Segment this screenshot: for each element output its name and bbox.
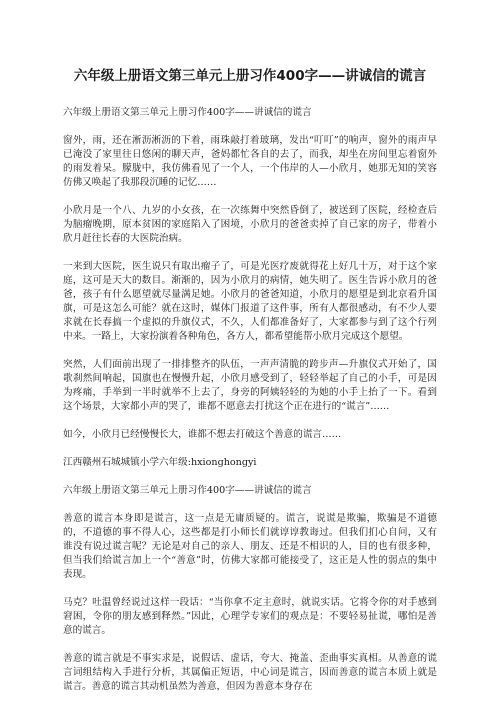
- body-paragraph: 如今，小欣月已经慢慢长大，谁都不想去打破这个善意的谎言……: [63, 429, 342, 440]
- body-paragraph: 突然，人们面前出现了一排排整齐的队伍，一声声清脆的跨步声—升旗仪式开始了，国歌刹然间响起，国旗也在慢慢升起，小欣月感受到了，轻轻举起了自己的小手，可是因为疼痛，手举到一半时就举不上去了，身旁的阿姨轻轻的为她的小手上抬了一下。看到这个场景，大家都小声的哭了，谁都不愿意去打扰这个正在进行的“谎言”……: [63, 359, 437, 412]
- document-title: 六年级上册语文第三单元上册习作400字——讲诚信的谎言: [73, 68, 427, 84]
- subtitle-paragraph: 六年级上册语文第三单元上册习作400字——讲诚信的谎言: [63, 107, 312, 118]
- body-paragraph: 马克？吐温曾经说过这样一段话：“当你拿不定主意时，就说实话。它将令你的对手感到窘困，令你的朋友感到释然。”因此，心理学专家们的观点是：不要轻易扯谎，哪怕是善意的谎言。: [63, 597, 437, 636]
- body-paragraph: 善意的谎言本身即是谎言，这一点是无庸质疑的。谎言，说谎是欺骗，欺骗是不道德的，不道德的事不得人心，这些都是打小师长们就谆谆教诲过。但我们扪心自问，又有谁没有说过谎言呢？无论是对自己的亲人、朋友、还是不相识的人，目的也有很多种，但当我们给谎言加上一个“善意”时，仿佛大家都可能接受了，这正是人性的弱点的集中表现。: [63, 513, 437, 580]
- body-paragraph: 善意的谎言就是不事实求是，说假话、虚话，夸大、掩盖、歪曲事实真相。从善意的谎言词组结构入手进行分析，其属偏正短语，中心词是谎言，因而善意的谎言本质上就是谎言。善意的谎言其动机虽然为善意，但因为善意本身存在: [63, 653, 437, 692]
- body-paragraph: 小欣月是一个八、九岁的小女孩，在一次练舞中突然昏倒了，被送到了医院，经检查后为脑瘤晚期，原本贫困的家庭陷入了困境，小欣月的爸爸卖掉了自己家的房子，带着小欣月赶往长春的大医院治病。: [63, 205, 437, 244]
- author-line: 江西赣州石城城镇小学六年级:hxionghongyi: [63, 457, 257, 468]
- subtitle-paragraph: 六年级上册语文第三单元上册习作400字——讲诚信的谎言: [63, 485, 312, 496]
- body-paragraph: 一来到大医院，医生说只有取出瘤子了，可是光医疗废就得花上好几十万，对于这个家庭，这可是天大的数目。渐渐的，因为小欣月的病情，她失明了。医生告诉小欣月的爸爸，孩子有什么愿望就尽量满足她。小欣月的爸爸知道，小欣月的愿望是到北京看升国旗，可是这怎么可能？就在这时，媒体门报道了这件事，所有人都很感动，有不少人要求就在长春搞一个虚拟的升旗仪式，不久，人们都准备好了，大家都参与到了这个行列中来。一路上，大家扮演着各种角色，各方人，都希望能帮小欣月完成这个愿望。: [63, 261, 437, 342]
- body-paragraph: 窗外，雨，还在淅沥淅沥的下着，雨珠敲打着玻璃，发出“叮叮”的响声，窗外的雨声早已淹没了家里往日悠闲的聊天声，爸妈都忙各自的去了，而我，却坐在房间里忘着窗外的雨发着呆。朦胧中，我仿佛看见了一个人，一个伟岸的人—小欣月，她那无知的笑容仿佛又唤起了我那段沉睡的记忆……: [63, 135, 437, 188]
